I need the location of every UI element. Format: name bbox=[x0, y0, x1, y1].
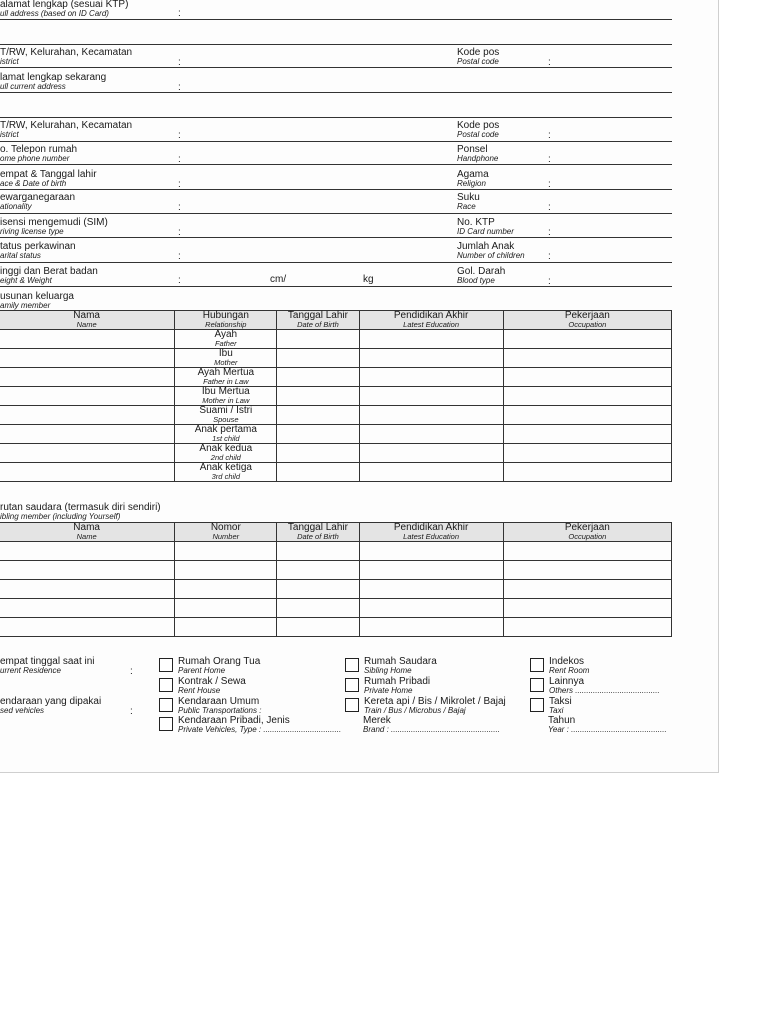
name-cell[interactable] bbox=[0, 542, 175, 561]
occupation-cell[interactable] bbox=[503, 425, 671, 444]
checkbox[interactable] bbox=[345, 658, 359, 672]
occupation-cell[interactable] bbox=[503, 580, 671, 599]
residence-sub: urrent Residence bbox=[0, 666, 61, 675]
relationship-cell: Suami / Istri Spouse bbox=[175, 406, 277, 425]
field-line[interactable] bbox=[0, 141, 672, 142]
family-section-sub: amily member bbox=[0, 301, 51, 310]
field-line[interactable] bbox=[0, 67, 672, 68]
relationship-cell: Ayah Father bbox=[175, 330, 277, 349]
phone-sub: ome phone number bbox=[0, 154, 70, 163]
relationship-cell: Ayah Mertua Father in Law bbox=[175, 368, 277, 387]
number-cell[interactable] bbox=[175, 580, 277, 599]
name-cell[interactable] bbox=[0, 444, 175, 463]
header-education: Pendidikan Akhir Latest Education bbox=[359, 311, 503, 330]
option-label: Rumah Orang Tua bbox=[178, 656, 261, 667]
birth-sub: ace & Date of birth bbox=[0, 179, 67, 188]
siblings-section-title: rutan saudara (termasuk diri sendiri) bbox=[0, 502, 161, 513]
religion-sub: Religion bbox=[457, 179, 486, 188]
name-cell[interactable] bbox=[0, 330, 175, 349]
colon: : bbox=[548, 202, 551, 213]
occupation-cell[interactable] bbox=[503, 387, 671, 406]
header-number: Nomor Number bbox=[175, 523, 277, 542]
colon: : bbox=[178, 130, 181, 141]
district-label: T/RW, Kelurahan, Kecamatan bbox=[0, 120, 133, 131]
name-cell[interactable] bbox=[0, 425, 175, 444]
colon: : bbox=[178, 275, 181, 286]
year-label: Tahun bbox=[548, 715, 576, 726]
name-cell[interactable] bbox=[0, 618, 175, 637]
colon: : bbox=[548, 154, 551, 165]
table-row bbox=[0, 330, 672, 349]
field-line[interactable] bbox=[0, 117, 672, 118]
occupation-cell[interactable] bbox=[503, 330, 671, 349]
field-line[interactable] bbox=[0, 213, 672, 214]
relationship-cell: Anak kedua 2nd child bbox=[175, 444, 277, 463]
vehicles-label: endaraan yang dipakai bbox=[0, 696, 102, 707]
number-cell[interactable] bbox=[175, 542, 277, 561]
table-row bbox=[0, 444, 672, 463]
birth-date-cell[interactable] bbox=[277, 542, 359, 561]
residence-label: empat tinggal saat ini bbox=[0, 656, 95, 667]
race-label: Suku bbox=[457, 192, 480, 203]
table-row bbox=[0, 387, 672, 406]
table-row bbox=[0, 463, 672, 482]
occupation-cell[interactable] bbox=[503, 618, 671, 637]
birth-date-cell[interactable] bbox=[277, 425, 359, 444]
occupation-cell[interactable] bbox=[503, 349, 671, 368]
option-sub: Rent House bbox=[178, 686, 221, 695]
relationship-cell: Anak pertama 1st child bbox=[175, 425, 277, 444]
checkbox[interactable] bbox=[345, 678, 359, 692]
option-sub: Sibling Home bbox=[364, 666, 412, 675]
postal-code-label: Kode pos bbox=[457, 120, 500, 131]
colon: : bbox=[548, 130, 551, 141]
colon: : bbox=[178, 82, 181, 93]
field-line[interactable] bbox=[0, 44, 672, 45]
colon: : bbox=[178, 57, 181, 68]
colon: : bbox=[548, 227, 551, 238]
height-weight-label: inggi dan Berat badan bbox=[0, 266, 98, 277]
option-label: Lainnya bbox=[549, 676, 585, 687]
district-sub: istrict bbox=[0, 130, 19, 139]
header-occupation: Pekerjaan Occupation bbox=[503, 523, 671, 542]
number-cell[interactable] bbox=[175, 618, 277, 637]
nationality-label: ewarganegaraan bbox=[0, 192, 76, 203]
vehicles-sub: sed vehicles bbox=[0, 706, 45, 715]
full-address-sub: ull address (based on ID Card) bbox=[0, 9, 109, 18]
colon: : bbox=[178, 179, 181, 190]
colon: : bbox=[178, 202, 181, 213]
children-label: Jumlah Anak bbox=[457, 241, 515, 252]
colon: : bbox=[548, 251, 551, 262]
number-cell[interactable] bbox=[175, 561, 277, 580]
checkbox[interactable] bbox=[345, 698, 359, 712]
education-cell[interactable] bbox=[359, 580, 503, 599]
colon: : bbox=[548, 179, 551, 190]
checkbox[interactable] bbox=[530, 698, 544, 712]
unit-cm: cm/ bbox=[270, 274, 287, 285]
postal-code-sub: Postal code bbox=[457, 130, 499, 139]
field-line[interactable] bbox=[0, 286, 672, 287]
name-cell[interactable] bbox=[0, 368, 175, 387]
siblings-table bbox=[0, 522, 672, 637]
table-row bbox=[0, 542, 672, 561]
current-address-label: lamat lengkap sekarang bbox=[0, 72, 107, 83]
option-sub: Private Home bbox=[364, 686, 413, 695]
family-table bbox=[0, 310, 672, 482]
colon: : bbox=[548, 276, 551, 287]
education-cell[interactable] bbox=[359, 349, 503, 368]
option-sub: Rent Room bbox=[549, 666, 590, 675]
field-line[interactable] bbox=[0, 262, 672, 263]
option-sub: Taxi bbox=[549, 706, 564, 715]
option-label: Kontrak / Sewa bbox=[178, 676, 246, 687]
option-sub: Parent Home bbox=[178, 666, 226, 675]
option-label: Taksi bbox=[549, 696, 572, 707]
education-cell[interactable] bbox=[359, 368, 503, 387]
header-relationship: Hubungan Relationship bbox=[175, 311, 277, 330]
religion-label: Agama bbox=[457, 169, 489, 180]
family-header-row bbox=[0, 311, 672, 330]
relationship-cell: Anak ketiga 3rd child bbox=[175, 463, 277, 482]
option-sub: Public Transportations : bbox=[178, 706, 262, 715]
checkbox[interactable] bbox=[159, 698, 173, 712]
header-occupation: Pekerjaan Occupation bbox=[503, 311, 671, 330]
birth-date-cell[interactable] bbox=[277, 561, 359, 580]
marital-sub: arital status bbox=[0, 251, 41, 260]
occupation-cell[interactable] bbox=[503, 542, 671, 561]
colon: : bbox=[130, 666, 133, 677]
option-label: Kendaraan Pribadi, Jenis bbox=[178, 715, 290, 726]
header-name: Nama Name bbox=[0, 311, 175, 330]
full-address-label: alamat lengkap (sesuai KTP) bbox=[0, 0, 129, 10]
education-cell[interactable] bbox=[359, 330, 503, 349]
name-cell[interactable] bbox=[0, 561, 175, 580]
ktp-sub: ID Card number bbox=[457, 227, 514, 236]
district-label: T/RW, Kelurahan, Kecamatan bbox=[0, 47, 133, 58]
occupation-cell[interactable] bbox=[503, 368, 671, 387]
option-label: Rumah Pribadi bbox=[364, 676, 431, 687]
blood-type-label: Gol. Darah bbox=[457, 266, 506, 277]
field-line[interactable] bbox=[0, 164, 672, 165]
field-line[interactable] bbox=[0, 19, 672, 20]
siblings-section-sub: ibling member (including Yourself) bbox=[0, 512, 121, 521]
license-sub: riving license type bbox=[0, 227, 64, 236]
birth-date-cell[interactable] bbox=[277, 330, 359, 349]
field-line[interactable] bbox=[0, 92, 672, 93]
current-address-sub: ull current address bbox=[0, 82, 66, 91]
education-cell[interactable] bbox=[359, 618, 503, 637]
table-row bbox=[0, 406, 672, 425]
checkbox[interactable] bbox=[530, 678, 544, 692]
birth-label: empat & Tanggal lahir bbox=[0, 169, 97, 180]
occupation-cell[interactable] bbox=[503, 599, 671, 618]
education-cell[interactable] bbox=[359, 561, 503, 580]
colon: : bbox=[548, 57, 551, 68]
nationality-sub: ationality bbox=[0, 202, 32, 211]
postal-code-label: Kode pos bbox=[457, 47, 500, 58]
handphone-sub: Handphone bbox=[457, 154, 499, 163]
header-birth-date: Tanggal Lahir Date of Birth bbox=[277, 523, 359, 542]
colon: : bbox=[130, 706, 133, 717]
birth-date-cell[interactable] bbox=[277, 387, 359, 406]
education-cell[interactable] bbox=[359, 444, 503, 463]
colon: : bbox=[178, 154, 181, 165]
name-cell[interactable] bbox=[0, 599, 175, 618]
birth-date-cell[interactable] bbox=[277, 599, 359, 618]
table-row bbox=[0, 580, 672, 599]
option-label: Indekos bbox=[549, 656, 585, 667]
marital-label: tatus perkawinan bbox=[0, 241, 76, 252]
colon: : bbox=[178, 8, 181, 19]
birth-date-cell[interactable] bbox=[277, 618, 359, 637]
option-sub: Private Vehicles, Type : ................................... bbox=[178, 725, 342, 734]
education-cell[interactable] bbox=[359, 463, 503, 482]
name-cell[interactable] bbox=[0, 463, 175, 482]
license-label: isensi mengemudi (SIM) bbox=[0, 217, 108, 228]
option-label: Kendaraan Umum bbox=[178, 696, 260, 707]
birth-date-cell[interactable] bbox=[277, 463, 359, 482]
brand-field[interactable]: Brand : ................................................. bbox=[363, 725, 500, 734]
handphone-label: Ponsel bbox=[457, 144, 488, 155]
education-cell[interactable] bbox=[359, 599, 503, 618]
occupation-cell[interactable] bbox=[503, 444, 671, 463]
brand-label: Merek bbox=[363, 715, 391, 726]
field-line[interactable] bbox=[0, 237, 672, 238]
birth-date-cell[interactable] bbox=[277, 406, 359, 425]
postal-code-sub: Postal code bbox=[457, 57, 499, 66]
unit-kg: kg bbox=[363, 274, 374, 285]
header-education: Pendidikan Akhir Latest Education bbox=[359, 523, 503, 542]
checkbox[interactable] bbox=[159, 717, 173, 731]
phone-label: o. Telepon rumah bbox=[0, 144, 78, 155]
district-sub: istrict bbox=[0, 57, 19, 66]
year-field[interactable]: Year : ........................................... bbox=[548, 725, 667, 734]
height-weight-sub: eight & Weight bbox=[0, 276, 52, 285]
blood-type-sub: Blood type bbox=[457, 276, 495, 285]
siblings-header-row bbox=[0, 523, 672, 542]
colon: : bbox=[178, 227, 181, 238]
occupation-cell[interactable] bbox=[503, 406, 671, 425]
option-sub: Others ...................................... bbox=[549, 686, 660, 695]
relationship-cell: Ibu Mother bbox=[175, 349, 277, 368]
table-row bbox=[0, 368, 672, 387]
occupation-cell[interactable] bbox=[503, 561, 671, 580]
option-label: Kereta api / Bis / Mikrolet / Bajaj bbox=[364, 696, 506, 707]
colon: : bbox=[178, 251, 181, 262]
table-row bbox=[0, 425, 672, 444]
name-cell[interactable] bbox=[0, 387, 175, 406]
header-name: Nama Name bbox=[0, 523, 175, 542]
option-label: Rumah Saudara bbox=[364, 656, 437, 667]
education-cell[interactable] bbox=[359, 406, 503, 425]
education-cell[interactable] bbox=[359, 425, 503, 444]
table-row bbox=[0, 618, 672, 637]
number-cell[interactable] bbox=[175, 599, 277, 618]
table-row bbox=[0, 599, 672, 618]
birth-date-cell[interactable] bbox=[277, 349, 359, 368]
checkbox[interactable] bbox=[159, 658, 173, 672]
checkbox[interactable] bbox=[530, 658, 544, 672]
family-section-title: usunan keluarga bbox=[0, 291, 74, 302]
race-sub: Race bbox=[457, 202, 476, 211]
name-cell[interactable] bbox=[0, 580, 175, 599]
birth-date-cell[interactable] bbox=[277, 368, 359, 387]
table-row bbox=[0, 349, 672, 368]
name-cell[interactable] bbox=[0, 406, 175, 425]
relationship-cell: Ibu Mertua Mother in Law bbox=[175, 387, 277, 406]
name-cell[interactable] bbox=[0, 349, 175, 368]
table-row bbox=[0, 561, 672, 580]
ktp-label: No. KTP bbox=[457, 217, 495, 228]
occupation-cell[interactable] bbox=[503, 463, 671, 482]
education-cell[interactable] bbox=[359, 387, 503, 406]
birth-date-cell[interactable] bbox=[277, 444, 359, 463]
birth-date-cell[interactable] bbox=[277, 580, 359, 599]
header-birth-date: Tanggal Lahir Date of Birth bbox=[277, 311, 359, 330]
field-line[interactable] bbox=[0, 189, 672, 190]
children-sub: Number of children bbox=[457, 251, 525, 260]
option-sub: Train / Bus / Microbus / Bajaj bbox=[364, 706, 466, 715]
checkbox[interactable] bbox=[159, 678, 173, 692]
education-cell[interactable] bbox=[359, 542, 503, 561]
